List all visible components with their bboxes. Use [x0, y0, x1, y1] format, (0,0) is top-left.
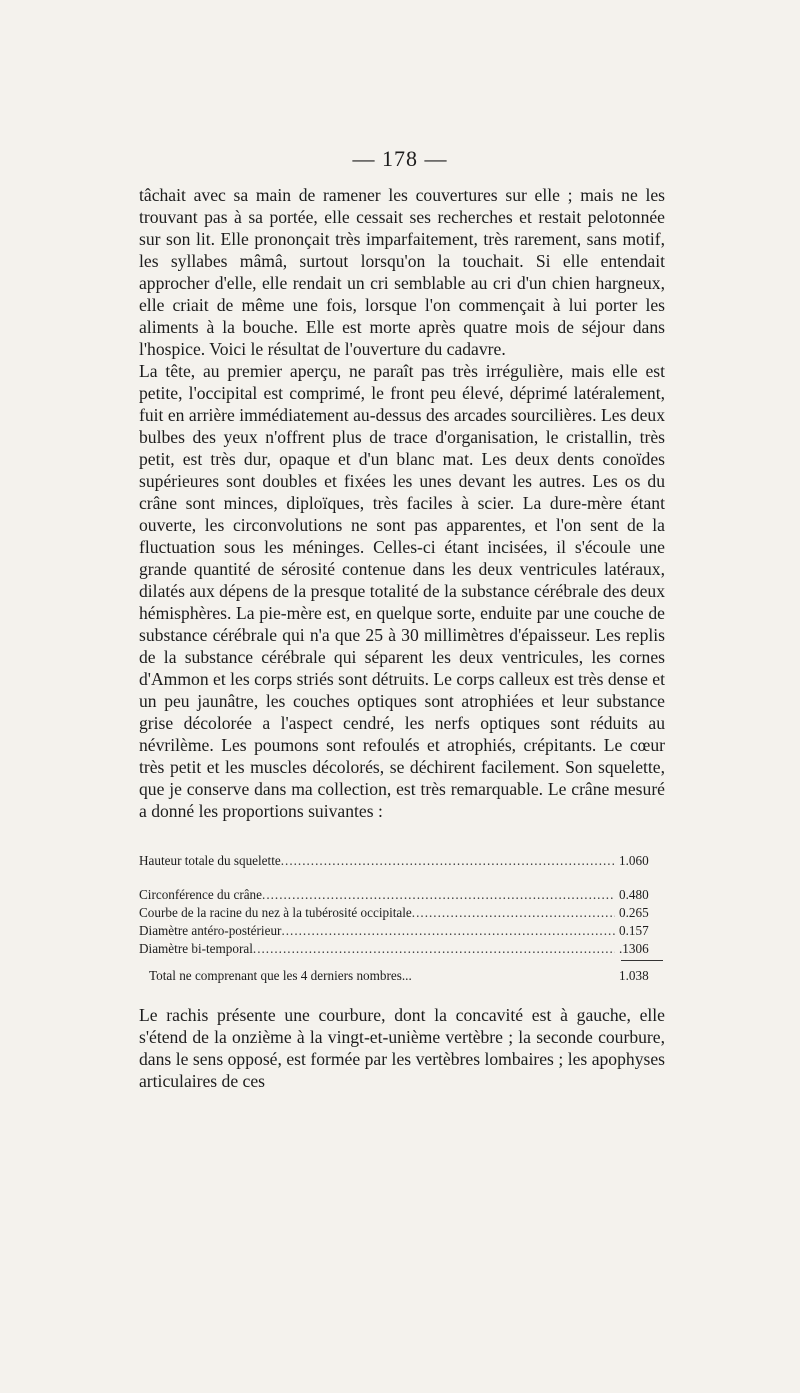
- measure-label: Diamètre bi-temporal: [139, 941, 253, 956]
- measure-value: 0.157: [619, 923, 649, 938]
- page-number: — 178 —: [352, 146, 448, 171]
- measure-value: 0.480: [619, 887, 649, 902]
- measure-row: [139, 922, 665, 940]
- measure-value: 1.060: [619, 853, 649, 868]
- continuation-text: [139, 1004, 665, 1092]
- measure-total-row: [139, 967, 665, 985]
- measure-row: [139, 940, 665, 958]
- total-value: 1.038: [619, 968, 649, 983]
- leader-dots: [412, 904, 615, 922]
- paragraph-2: La tête, au premier aperçu, ne paraît pas très irrégulière, mais elle est petite, l'occipital est comprimé, le front peu élevé, déprimé latéralement, fuit en arrière immédiatement au-dessus des arcades sourcilières. Les deux bulbes des yeux n'offrent plus de trace d'organisation, le cristallin, très petit, est très dur, opaque et d'un blanc mat. Les deux dents conoïdes supérieures sont doubles et fixées les unes devant les autres. Les os du crâne sont minces, diploïques, très faciles à scier. La dure-mère étant ouverte, les circonvolutions ne sont pas apparentes, et l'on sent de la fluctuation sous les méninges. Celles-ci étant incisées, il s'écoule une grande quantité de sérosité contenue dans les deux ventricules latéraux, dilatés aux dépens de la presque totalité de la substance cérébrale des deux hémisphères. La pie-mère est, en quelque sorte, enduite par une couche de substance cérébrale qui n'a que 25 à 30 millimètres d'épaisseur. Les replis de la substance cérébrale qui séparent les deux ventricules, les cornes d'Ammon et les corps striés sont détruits. Le corps calleux est très dense et un peu jaunâtre, les couches optiques sont atrophiées et leur substance grise décolorée a l'aspect cendré, les nerfs optiques sont réduits au névrilème. Les poumons sont refoulés et atrophiés, crépitants. Le cœur très petit et les muscles décolorés, se déchirent facilement. Son squelette, que je conserve dans ma collection, est très remarquable. Le crâne mesuré a donné les proportions suivantes :: [139, 361, 665, 821]
- leader-dots: [253, 940, 615, 958]
- measure-value: 0.265: [619, 905, 649, 920]
- body-text: [139, 184, 665, 822]
- paragraph-3: Le rachis présente une courbure, dont la concavité est à gauche, elle s'étend de la onzième à la vingt-et-unième vertèbre ; la seconde courbure, dans le sens opposé, est formée par les vertèbres lombaires ; les apophyses articulaires de ces: [139, 1005, 665, 1091]
- measure-label: Circonférence du crâne: [139, 887, 263, 902]
- measure-row: [139, 886, 665, 904]
- measure-label: Courbe de la racine du nez à la tubérosité occipitale: [139, 905, 412, 920]
- measure-label: Diamètre antéro-postérieur: [139, 923, 282, 938]
- measure-row: [139, 904, 665, 922]
- leader-dots: [281, 852, 615, 870]
- measure-row-height: [139, 852, 665, 870]
- leader-dots: [281, 922, 615, 940]
- total-label: Total ne comprenant que les 4 derniers nombres...: [149, 968, 412, 983]
- measure-value: .1306: [619, 941, 649, 956]
- measure-label: Hauteur totale du squelette: [139, 853, 281, 868]
- leader-dots: [262, 886, 615, 904]
- paragraph-1: tâchait avec sa main de ramener les couvertures sur elle ; mais ne les trouvant pas à sa portée, elle cessait ses recherches et restait pelotonnée sur son lit. Elle prononçait très imparfaitement, très rarement, sans motif, les syllabes mâmâ, surtout lorsqu'on la touchait. Si elle entendait approcher d'elle, elle rendait un cri semblable au cri d'un chien hargneux, elle criait de même une fois, lorsque l'on commençait à lui porter les aliments à la bouche. Elle est morte après quatre mois de séjour dans l'hospice. Voici le résultat de l'ouverture du cadavre.: [139, 185, 665, 359]
- sum-rule: [621, 960, 663, 961]
- measurements-table: [139, 852, 665, 985]
